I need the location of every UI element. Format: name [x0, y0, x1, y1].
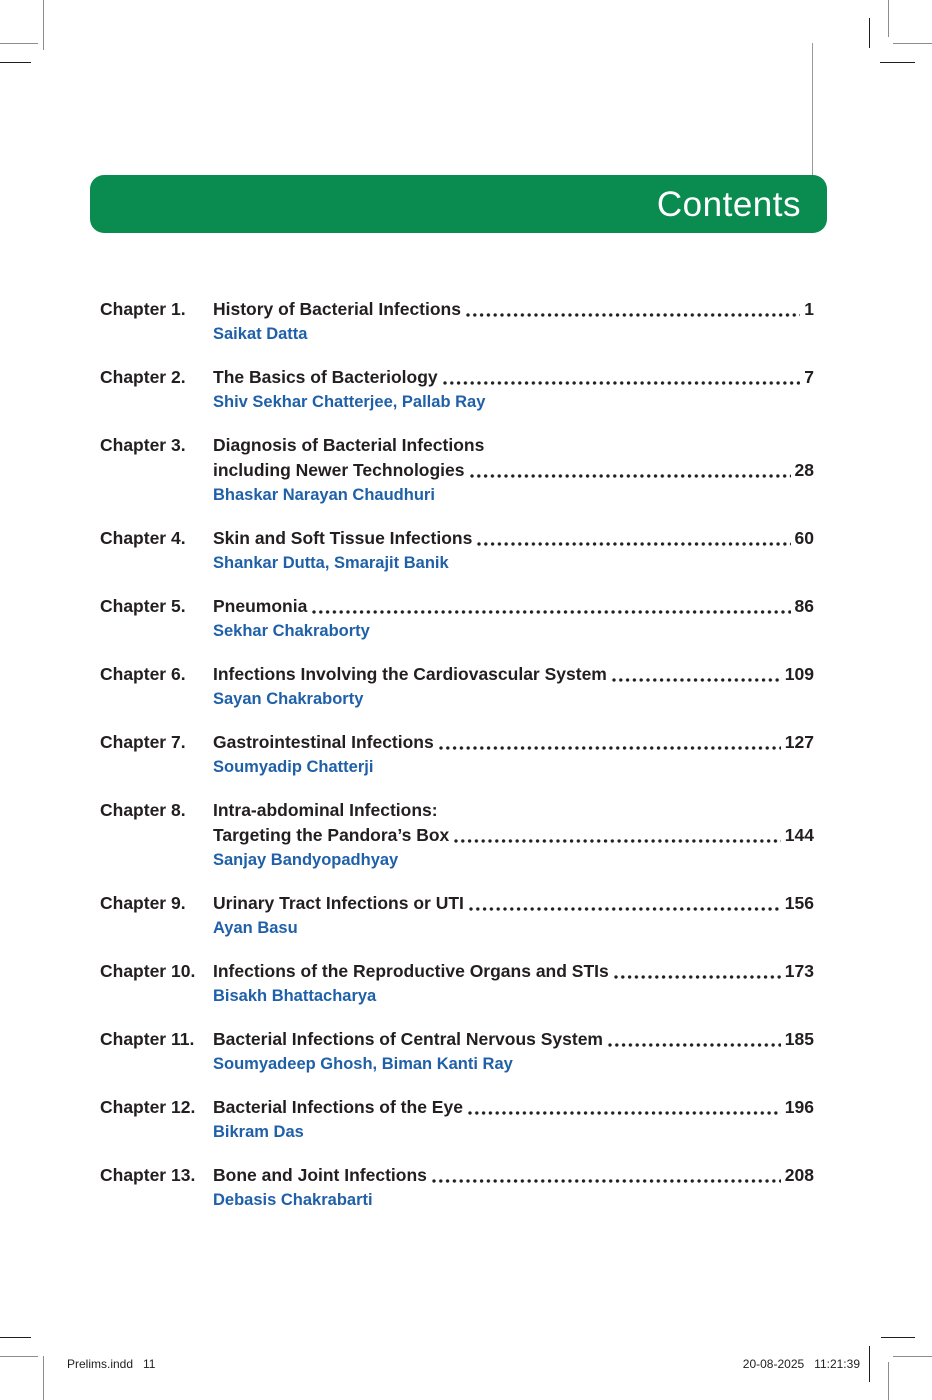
chapter-authors: Debasis Chakrabarti — [213, 1191, 373, 1209]
chapter-title-line — [213, 433, 814, 458]
chapter-label: Chapter 3. — [100, 435, 186, 455]
chapter-authors: Shankar Dutta, Smarajit Banik — [213, 554, 449, 572]
chapter-authors: Shiv Sekhar Chatterjee, Pallab Ray — [213, 393, 486, 411]
chapter-title-line — [213, 594, 814, 619]
dot-leader — [468, 1111, 781, 1115]
dot-leader — [469, 907, 781, 911]
dot-leader — [312, 610, 790, 614]
chapter-label: Chapter 13. — [100, 1165, 196, 1185]
chapter-title-line — [213, 1163, 814, 1188]
chapter-label: Chapter 1. — [100, 299, 186, 319]
dot-leader — [443, 381, 801, 385]
crop-mark-bottom-left-horizontal — [0, 1356, 38, 1357]
dot-leader — [614, 975, 781, 979]
chapter-entry-body — [213, 594, 814, 644]
chapter-entry-body — [213, 959, 814, 1009]
toc-entry — [100, 730, 814, 780]
footer-filename: Prelims.indd 11 — [67, 1357, 156, 1371]
chapter-title: including Newer Technologies — [213, 460, 465, 480]
chapter-title: The Basics of Bacteriology — [213, 367, 438, 387]
chapter-entry-body — [213, 1095, 814, 1145]
footer-timestamp: 20-08-2025 11:21:39 — [742, 1357, 860, 1371]
chapter-title-line — [213, 730, 814, 755]
crop-mark-top-left-horizontal — [0, 43, 38, 44]
chapter-authors: Soumyadip Chatterji — [213, 758, 374, 776]
dot-leader — [454, 839, 781, 843]
bleed-mark-bottom-right-horizontal — [881, 1337, 915, 1338]
bleed-mark-top-left-horizontal — [0, 62, 31, 63]
bleed-mark-top-right-vertical — [869, 18, 870, 48]
chapter-entry-body — [213, 526, 814, 576]
chapter-title-line — [213, 798, 814, 823]
chapter-title: Intra-abdominal Infections: — [213, 800, 438, 820]
page-number: 109 — [784, 664, 814, 684]
chapter-title-line — [213, 662, 814, 687]
chapter-title: Infections Involving the Cardiovascular System — [213, 664, 607, 684]
crop-mark-bottom-right-vertical — [888, 1362, 889, 1400]
chapter-entry-body — [213, 297, 814, 347]
toc-entry — [100, 1095, 814, 1145]
chapter-label: Chapter 10. — [100, 961, 196, 981]
dot-leader — [466, 313, 800, 317]
chapter-title-line — [213, 365, 814, 390]
page-number: 173 — [784, 961, 814, 981]
toc-entry — [100, 526, 814, 576]
dot-leader — [439, 746, 781, 750]
chapter-title: Bacterial Infections of the Eye — [213, 1097, 463, 1117]
chapter-entry-body — [213, 662, 814, 712]
toc-entry — [100, 891, 814, 941]
chapter-title: Targeting the Pandora’s Box — [213, 825, 450, 845]
page-title: Contents — [656, 184, 801, 224]
dot-leader — [432, 1179, 781, 1183]
crop-mark-bottom-left-vertical — [43, 1356, 44, 1400]
dot-leader — [477, 542, 790, 546]
chapter-label: Chapter 8. — [100, 800, 186, 820]
crop-mark-top-right-horizontal — [893, 43, 932, 44]
chapter-title: Bacterial Infections of Central Nervous System — [213, 1029, 603, 1049]
chapter-entry-body — [213, 891, 814, 941]
chapter-title: Infections of the Reproductive Organs and STIs — [213, 961, 609, 981]
chapter-authors: Sanjay Bandyopadhyay — [213, 851, 399, 869]
chapter-label: Chapter 9. — [100, 893, 186, 913]
chapter-title: Skin and Soft Tissue Infections — [213, 528, 473, 548]
chapter-title: Bone and Joint Infections — [213, 1165, 427, 1185]
contents-banner — [90, 175, 827, 233]
page-number: 185 — [784, 1029, 814, 1049]
dot-leader — [612, 678, 781, 682]
chapter-authors: Ayan Basu — [213, 919, 298, 937]
chapter-entry-body — [213, 730, 814, 780]
page-number: 7 — [804, 367, 814, 387]
bleed-mark-top-right-horizontal — [880, 62, 915, 63]
chapter-label: Chapter 11. — [100, 1029, 195, 1049]
chapter-entry-body — [213, 1027, 814, 1077]
crop-mark-top-right-vertical — [888, 0, 889, 37]
toc-entry — [100, 662, 814, 712]
toc-entry — [100, 433, 814, 508]
page-number: 28 — [794, 460, 814, 480]
toc-entry — [100, 798, 814, 873]
toc-entry — [100, 1027, 814, 1077]
chapter-title-line — [213, 891, 814, 916]
chapter-entry-body — [213, 1163, 814, 1213]
chapter-label: Chapter 5. — [100, 596, 186, 616]
page-number: 144 — [784, 825, 814, 845]
bleed-mark-bottom-right-vertical — [869, 1346, 870, 1382]
page-number: 86 — [794, 596, 814, 616]
toc-entry — [100, 959, 814, 1009]
toc-list — [100, 297, 814, 1231]
chapter-title-line — [213, 1095, 814, 1120]
bleed-mark-bottom-left-horizontal — [0, 1337, 31, 1338]
chapter-title: Pneumonia — [213, 596, 308, 616]
chapter-title: Diagnosis of Bacterial Infections — [213, 435, 485, 455]
dot-leader — [608, 1043, 781, 1047]
chapter-label: Chapter 2. — [100, 367, 186, 387]
chapter-title: Urinary Tract Infections or UTI — [213, 893, 464, 913]
chapter-label: Chapter 7. — [100, 732, 186, 752]
crop-mark-bottom-right-horizontal — [893, 1356, 932, 1357]
toc-entry — [100, 594, 814, 644]
page-number: 60 — [794, 528, 814, 548]
chapter-entry-body — [213, 433, 814, 508]
chapter-title: History of Bacterial Infections — [213, 299, 461, 319]
chapter-title-line — [213, 297, 814, 322]
chapter-authors: Sekhar Chakraborty — [213, 622, 370, 640]
chapter-title-line — [213, 823, 814, 848]
crop-mark-top-left-vertical — [43, 0, 44, 50]
chapter-label: Chapter 12. — [100, 1097, 196, 1117]
chapter-authors: Bikram Das — [213, 1123, 304, 1141]
chapter-label: Chapter 4. — [100, 528, 186, 548]
page-number: 196 — [784, 1097, 814, 1117]
chapter-authors: Bhaskar Narayan Chaudhuri — [213, 486, 435, 504]
chapter-label: Chapter 6. — [100, 664, 186, 684]
chapter-authors: Saikat Datta — [213, 325, 308, 343]
chapter-authors: Bisakh Bhattacharya — [213, 987, 377, 1005]
page-number: 127 — [784, 732, 814, 752]
page-number: 208 — [784, 1165, 814, 1185]
page-number: 1 — [804, 299, 814, 319]
toc-entry — [100, 297, 814, 347]
chapter-title-line — [213, 1027, 814, 1052]
toc-entry — [100, 365, 814, 415]
chapter-title-line — [213, 458, 814, 483]
chapter-title-line — [213, 526, 814, 551]
chapter-authors: Soumyadeep Ghosh, Biman Kanti Ray — [213, 1055, 513, 1073]
chapter-authors: Sayan Chakraborty — [213, 690, 364, 708]
chapter-title: Gastrointestinal Infections — [213, 732, 434, 752]
page-number: 156 — [784, 893, 814, 913]
page-spread-guide-line — [812, 43, 813, 175]
chapter-entry-body — [213, 798, 814, 873]
dot-leader — [470, 474, 791, 478]
chapter-entry-body — [213, 365, 814, 415]
toc-entry — [100, 1163, 814, 1213]
chapter-title-line — [213, 959, 814, 984]
